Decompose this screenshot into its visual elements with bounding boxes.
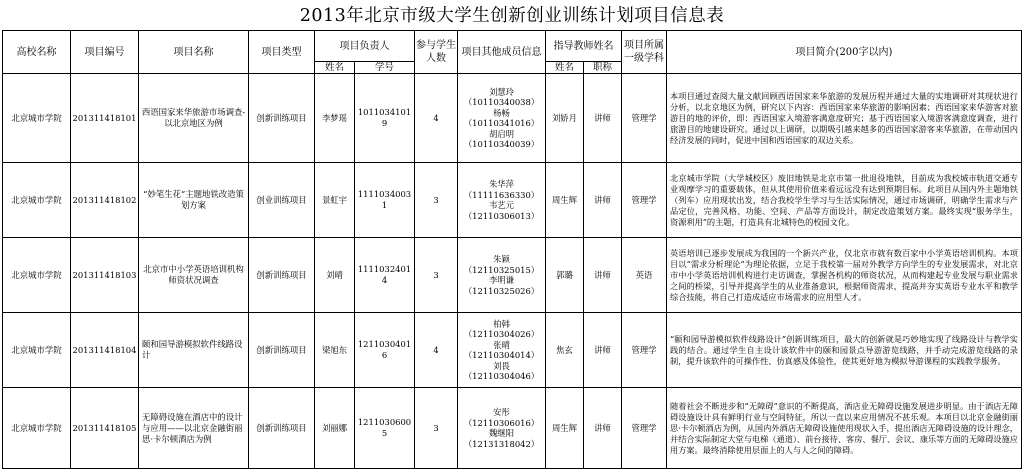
cell-summary[interactable]: 北京城市学院（大学城校区）废旧地铁是北京市第一批退役地铁，目前成为我校城市轨道交通专业观摩学习的重要载体，但从其使用价值来看远远没有达到预期目标。此项目从国内外主题地铁（列车）应用现状出发，结合我校学生学习与生活实际情况，通过市场调研，明确学生需求与产品定位，完善风格、功能、空间、产品等方面设计，制定改造策划方案。最终实现“服务学生，资源利用”的主题，打造具有北城特色的校园文化。 [667,163,1022,238]
cell-project-no[interactable]: 201311418101 [71,74,139,163]
cell-members[interactable] [458,74,546,163]
sheet-title: 2013年北京市级大学生创新创业训练计划项目信息表 [299,6,725,26]
cell-school[interactable]: 北京城市学院 [3,313,71,388]
cell-members[interactable] [458,313,546,388]
table-row [3,313,1022,388]
header-leader-id[interactable]: 学号 [355,62,415,74]
header-school[interactable]: 高校名称 [3,31,71,74]
cell-members[interactable] [458,238,546,313]
member-line: 柏韩 [493,318,510,329]
member-line: （10110340038） [463,97,540,107]
header-row [3,31,1022,62]
cell-leader-id[interactable]: 12110304016 [355,313,415,388]
cell-members[interactable] [458,388,546,469]
cell-summary[interactable]: “颐和园导游模拟软件线路设计”创新训练项目，最大的创新就是巧妙地实现了线路设计与教学实践的结合。通过学生自主设计该软件中的颐和园景点导游游览线路，并手动完成游览线路的录制，提升该软件的可操作性、仿真感及体验性，使其更好地为模拟导游课程的实践教学服务。 [667,313,1022,388]
cell-project-name[interactable]: 北京市中小学英语培训机构师资状况调查 [139,238,249,313]
table-row [3,163,1022,238]
header-summary[interactable]: 项目简介(200字以内) [667,31,1022,74]
cell-discipline[interactable]: 管理学 [622,388,667,469]
cell-summary[interactable]: 随着社会不断进步和“无障碍”意识的不断提高，酒店业无障碍设施发展进步明显。由于酒店无障碍设施设计具有鲜明行业与空间特征，所以一直以来应用情况不甚乐观。本项目以北京金融街丽思·卡尔顿酒店为例，从国内外酒店无障碍设施使用现状入手，提出酒店无障碍设施的设计理念，并结合实际制定大堂与电梯（通道）、前台接待、客房、餐厅、会议、康乐等方面的无障碍设施应用方案。最终消除使用层面上的人与人之间的障碍。 [667,388,1022,469]
member-line: （12110325015） [463,264,540,275]
header-members[interactable]: 项目其他成员信息 [458,31,546,74]
header-project-name[interactable]: 项目名称 [139,31,249,74]
member-line: 魏继阳 [488,428,515,438]
member-line: （12110306016） [463,417,540,428]
cell-project-name[interactable]: 西语国家来华旅游市场调查-以北京地区为例 [139,74,249,163]
member-line: 刘畏 [493,360,510,371]
cell-count[interactable]: 4 [415,313,458,388]
member-line: （12110306013） [463,210,540,221]
cell-advisor-name[interactable]: 周生辉 [546,163,584,238]
cell-leader-id[interactable]: 11110324014 [355,238,415,313]
member-line: （10110341016） [463,118,540,128]
member-line: 安彤 [493,407,510,417]
cell-project-type[interactable]: 创新训练项目 [249,388,315,469]
cell-project-name[interactable]: “妙笔生花”主题地铁改造策划方案 [139,163,249,238]
header-discipline[interactable]: 项目所属一级学科 [622,31,667,74]
member-line: 刘慧玲 [488,86,515,97]
table-row [3,238,1022,313]
member-line: 朱颖 [493,254,510,264]
cell-count[interactable]: 3 [415,163,458,238]
cell-leader-name[interactable]: 刘晴 [315,238,355,313]
member-line: 胡启明 [488,128,515,139]
cell-project-name[interactable]: 无障碍设施在酒店中的设计与应用——以北京金融街丽思·卡尔顿酒店为例 [139,388,249,469]
cell-members[interactable] [458,163,546,238]
cell-leader-id[interactable]: 11110340031 [355,163,415,238]
header-count[interactable]: 参与学生人数 [415,31,458,74]
cell-advisor-name[interactable]: 焦玄 [546,313,584,388]
header-project-no[interactable]: 项目编号 [71,31,139,74]
cell-advisor-title[interactable]: 讲师 [584,74,622,163]
member-line: 杨畅 [493,107,510,118]
member-line: （12110304014） [463,350,540,360]
member-line: 张晴 [493,339,510,350]
cell-advisor-name[interactable]: 郭璐 [546,238,584,313]
cell-count[interactable]: 3 [415,238,458,313]
member-line: （12110325026） [463,285,540,296]
cell-project-type[interactable]: 创新训练项目 [249,74,315,163]
cell-project-no[interactable]: 201311418102 [71,163,139,238]
header-leader[interactable]: 项目负责人 [315,31,415,62]
cell-project-type[interactable]: 创业训练项目 [249,163,315,238]
table-row [3,74,1022,163]
cell-leader-id[interactable]: 12110306005 [355,388,415,469]
cell-advisor-title[interactable]: 讲师 [584,238,622,313]
cell-summary[interactable]: 英语培训已逐步发展成为我国的一个新兴产业，仅北京市就有数百家中小学英语培训机构。本项目以“需求分析理论”为理论依据，立足于我校第一届对外教学方向学生的专业发展需求，对北京市中小学英语培训机构进行走访调查，掌握各机构的师资状况，从而构建起专业发展与职业需求之间的桥梁，引导并提高学生的从业准备意识，根据师资需求，提高并夯实英语专业水平和教学综合技能，将自己打造成适应市场需求的应用型人才。 [667,238,1022,313]
header-advisor-name[interactable]: 姓名 [546,62,584,74]
cell-leader-name[interactable]: 景虹宇 [315,163,355,238]
cell-leader-name[interactable]: 梁旭东 [315,313,355,388]
cell-leader-name[interactable]: 刘丽娜 [315,388,355,469]
project-table [2,30,1022,469]
header-project-type[interactable]: 项目类型 [249,31,315,74]
member-line: 朱华萍 [488,179,515,189]
cell-count[interactable]: 3 [415,388,458,469]
header-advisor[interactable]: 指导教师姓名 [546,31,622,62]
cell-count[interactable]: 4 [415,74,458,163]
cell-advisor-name[interactable]: 刘娇月 [546,74,584,163]
cell-advisor-name[interactable]: 周生辉 [546,388,584,469]
table-row [3,388,1022,469]
cell-discipline[interactable]: 管理学 [622,313,667,388]
cell-leader-name[interactable]: 李梦瑶 [315,74,355,163]
cell-project-no[interactable]: 201311418103 [71,238,139,313]
cell-project-no[interactable]: 201311418104 [71,313,139,388]
cell-discipline[interactable]: 英语 [622,238,667,313]
cell-discipline[interactable]: 管理学 [622,74,667,163]
cell-project-no[interactable]: 201311418105 [71,388,139,469]
cell-project-type[interactable]: 创新训练项目 [249,313,315,388]
member-line: （12131318042） [463,438,540,449]
member-line: （11111636330） [463,189,540,200]
cell-project-name[interactable]: 颐和园导游模拟软件线路设计 [139,313,249,388]
member-line: 韦艺元 [488,200,515,210]
cell-summary[interactable]: 本项目通过查阅大量文献回顾西语国家来华旅游的发展历程并通过大量的实地调研对其现状进行分析，以北京地区为例，研究以下内容：西语国家来华旅游的影响因素；西语国家来华游客对旅游目的地的评价，即：西语国家入境游客满意度研究；基于西语国家入境游客满意度调查，进行旅游目的地建设研究。通过以上调研，以期吸引越来越多的西语国家游客来华旅游，在带动国内经济发展的同时，促进中国和西语国家的双边关系。 [667,74,1022,163]
cell-advisor-title[interactable]: 讲师 [584,313,622,388]
cell-advisor-title[interactable]: 讲师 [584,388,622,469]
cell-project-type[interactable]: 创新训练项目 [249,238,315,313]
member-line: （12110304046） [463,371,540,381]
header-leader-name[interactable]: 姓名 [315,62,355,74]
cell-school[interactable]: 北京城市学院 [3,238,71,313]
member-line: （10110340039） [463,139,540,149]
cell-discipline[interactable]: 管理学 [622,163,667,238]
cell-school[interactable]: 北京城市学院 [3,74,71,163]
member-line: 李明谦 [488,275,515,285]
cell-school[interactable]: 北京城市学院 [3,388,71,469]
cell-advisor-title[interactable]: 讲师 [584,163,622,238]
cell-leader-id[interactable]: 10110341019 [355,74,415,163]
cell-school[interactable]: 北京城市学院 [3,163,71,238]
member-line: （12110304026） [463,329,540,339]
header-advisor-title[interactable]: 职称 [584,62,622,74]
